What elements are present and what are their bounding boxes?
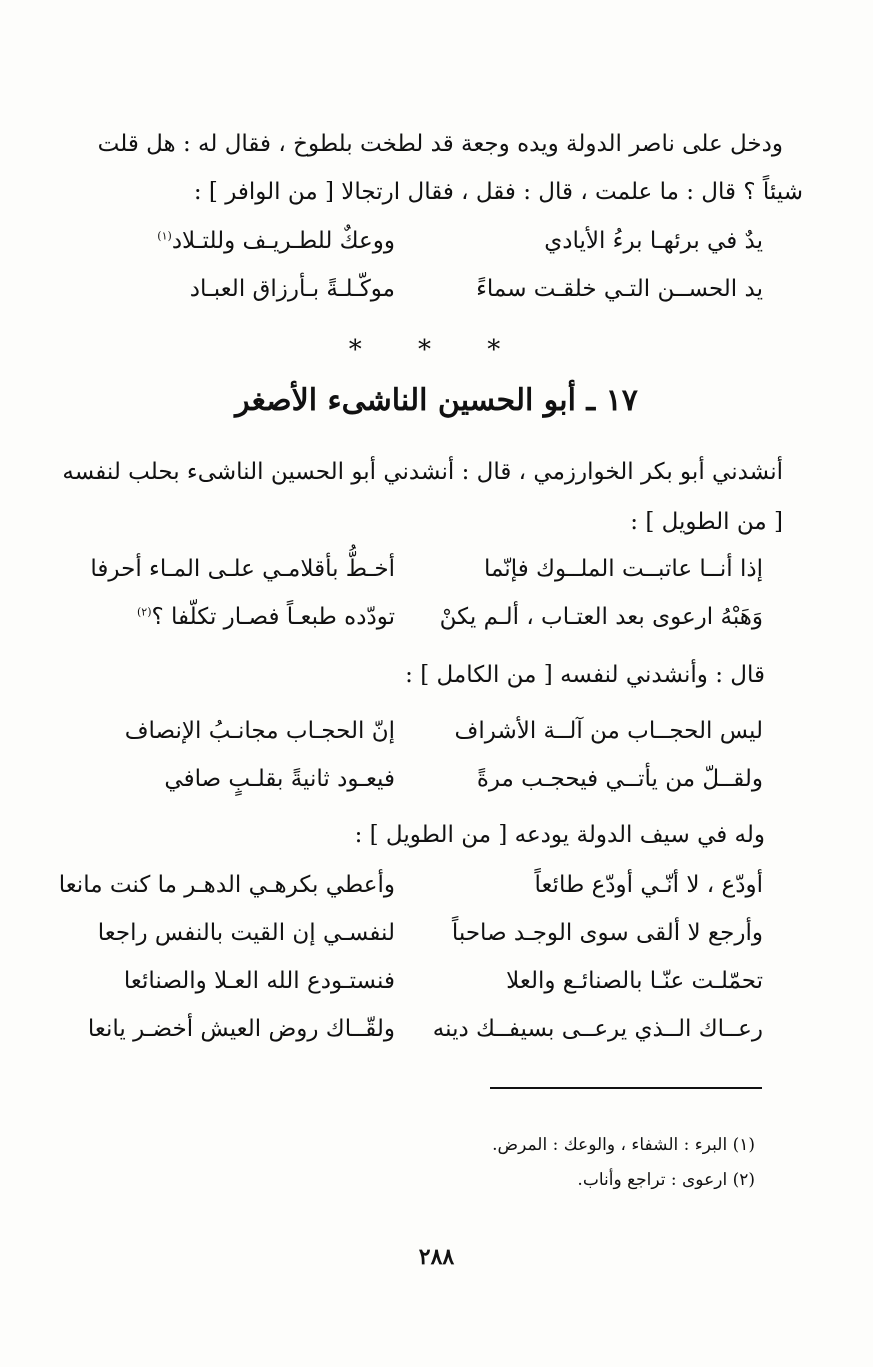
poem-3-verse-1-first-hemistich: ليس الحجــاب من آلــة الأشراف	[454, 718, 763, 744]
poem-4-verse-4-second-hemistich: ولقّــاك روض العيش أخضـر يانعا	[87, 1016, 395, 1042]
poem-2-verse-1-second-hemistich: أخـطُّ بأقلامـي علـى المـاء أحرفا	[90, 556, 395, 582]
poem-3-verse-2-second-hemistich: فيعـود ثانيةً بقلـبٍ صافي	[164, 766, 395, 792]
poem-3-verse-2-first-hemistich: ولقــلّ من يأتــي فيحجـب مرةً	[476, 766, 763, 792]
poem-3-intro: قال : وأنشدني لنفسه [ من الكامل ] :	[405, 662, 765, 688]
poem-2-verse-2-first-hemistich: وَهَبْهُ ارعوى بعد العتـاب ، ألـم يكنْ	[439, 604, 763, 630]
intro-line-2: شيئاً ؟ قال : ما علمت ، قال : فقل ، فقال ارتجالا [ من الوافر ] :	[193, 179, 803, 205]
footnote-marker: (٢)	[136, 605, 152, 619]
poem-4-verse-3-second-hemistich: فنستـودع الله العـلا والصنائعا	[123, 968, 395, 994]
section-intro-line-2: [ من الطويل ] :	[630, 509, 783, 535]
hemistich-text: تودّده طبعـاً فصـار تكلّفا ؟	[151, 604, 395, 630]
section-heading: ١٧ ـ أبو الحسين الناشىء الأصغر	[235, 383, 638, 418]
poem-1-verse-2-first-hemistich: يد الحســن التـي خلقـت سماءً	[476, 276, 763, 302]
poem-4-verse-2-first-hemistich: وأرجع لا ألقى سوى الوجـد صاحباً	[451, 920, 763, 946]
section-separator: * * *	[348, 335, 525, 365]
hemistich-text: ووعكٌ للطـريـف وللتـلاد	[171, 228, 395, 254]
footnote-1: (١) البرء : الشفاء ، والوعك : المرض.	[492, 1135, 755, 1155]
footnote-marker: (١)	[157, 229, 172, 243]
page-number: ٢٨٨	[418, 1244, 455, 1270]
poem-4-verse-3-first-hemistich: تحمّلـت عنّـا بالصنائـع والعلا	[506, 968, 763, 994]
section-intro-line-1: أنشدني أبو بكر الخوارزمي ، قال : أنشدني أبو الحسين الناشىء بحلب لنفسه	[62, 459, 783, 485]
footnote-2: (٢) ارعوى : تراجع وأناب.	[577, 1170, 755, 1190]
poem-4-verse-1-first-hemistich: أودّع ، لا أنّـي أودّع طائعاً	[534, 872, 763, 898]
poem-4-intro: وله في سيف الدولة يودعه [ من الطويل ] :	[354, 822, 765, 848]
intro-line-1: ودخل على ناصر الدولة ويده وجعة قد لطخت بلطوخ ، فقال له : هل قلت	[97, 131, 783, 157]
poem-4-verse-2-second-hemistich: لنفسـي إن القيت بالنفس راجعا	[97, 920, 395, 946]
poem-3-verse-1-second-hemistich: إنّ الحجـاب مجانـبُ الإنصاف	[124, 718, 395, 744]
poem-1-verse-1-first-hemistich: يدٌ في برئهـا برءُ الأيادي	[544, 228, 763, 254]
poem-2-verse-1-first-hemistich: إذا أنــا عاتبــت الملــوك فإنّما	[483, 556, 763, 582]
poem-2-verse-2-second-hemistich	[137, 604, 395, 630]
footnote-divider	[490, 1087, 762, 1089]
poem-4-verse-1-second-hemistich: وأعطي بكرهـي الدهـر ما كنت مانعا	[58, 872, 395, 898]
poem-4-verse-4-first-hemistich: رعــاك الــذي يرعــى بسيفــك دينه	[432, 1016, 763, 1042]
poem-1-verse-2-second-hemistich: موكّـلـةً بـأرزاق العبـاد	[189, 276, 395, 302]
poem-1-verse-1-second-hemistich	[157, 228, 395, 254]
